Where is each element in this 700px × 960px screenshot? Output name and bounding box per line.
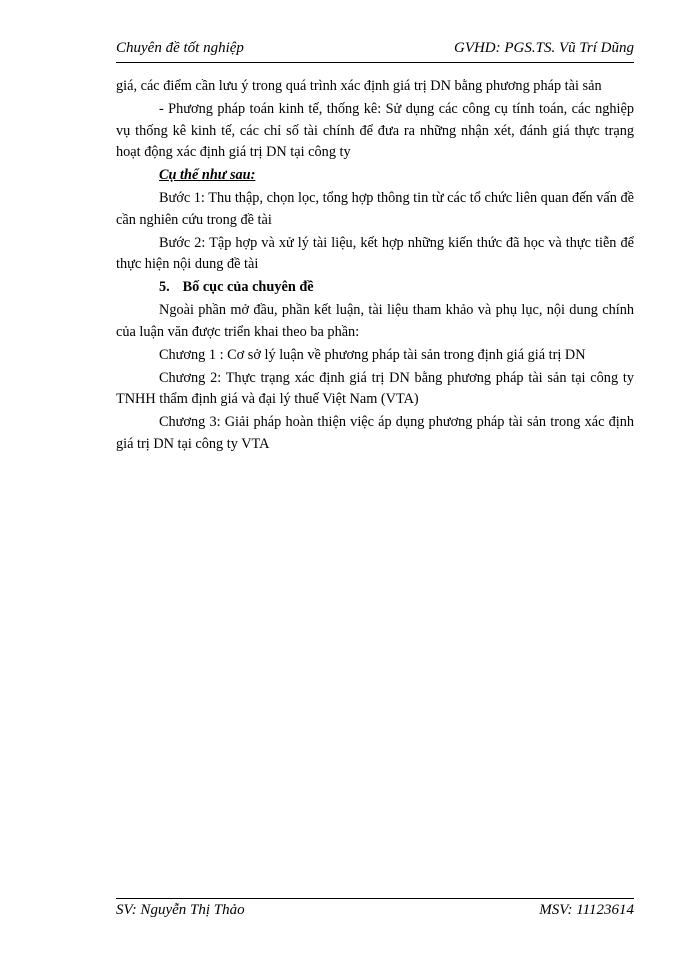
section-title: Bố cục của chuyên đề: [182, 279, 314, 295]
paragraph-chapter-2: Chương 2: Thực trạng xác định giá trị DN bằng phương pháp tài sản tại công ty TNHH thẩm định giá và đại lý thuế Việt Nam (VTA): [116, 369, 634, 407]
paragraph-step-1: Bước 1: Thu thập, chọn lọc, tổng hợp thông tin từ các tổ chức liên quan đến vấn đề cần nghiên cứu trong đề tài: [116, 190, 634, 228]
paragraph-method-economics: - Phương pháp toán kinh tế, thống kê: Sử dụng các công cụ tính toán, các nghiệp vụ thống kê kinh tế, các chỉ số tài chính để đưa ra những nhận xét, đánh giá thực trạng hoạt động xác định giá trị DN tại công ty: [116, 101, 634, 160]
paragraph-intro: Ngoài phần mở đầu, phần kết luận, tài liệu tham khảo và phụ lục, nội dung chính của luận văn được triển khai theo ba phần:: [116, 302, 634, 340]
subheading-details: Cụ thể như sau:: [159, 167, 256, 183]
paragraph-continuation: giá, các điểm cần lưu ý trong quá trình xác định giá trị DN bằng phương pháp tài sản: [116, 78, 602, 94]
footer-student-id: MSV: 11123614: [539, 902, 634, 918]
paragraph-chapter-1: Chương 1 : Cơ sở lý luận về phương pháp tài sản trong định giá giá trị DN: [159, 346, 586, 363]
paragraph-step-2: Bước 2: Tập hợp và xử lý tài liệu, kết hợp những kiến thức đã học và thực tiễn để thực hiện nội dung đề tài: [116, 234, 634, 272]
footer-student: SV: Nguyễn Thị Thảo: [116, 902, 245, 918]
header-supervisor: GVHD: PGS.TS. Vũ Trí Dũng: [453, 40, 634, 56]
page-header: [116, 40, 634, 63]
section-heading: [159, 277, 634, 299]
paragraph-chapter-3: Chương 3: Giải pháp hoàn thiện việc áp dụng phương pháp tài sản trong xác định giá trị DN tại công ty VTA: [116, 414, 634, 452]
page-body: [116, 76, 634, 457]
header-document-title: Chuyên đề tốt nghiệp: [116, 40, 244, 56]
section-number: 5.: [159, 279, 170, 295]
page-footer: [116, 898, 634, 924]
